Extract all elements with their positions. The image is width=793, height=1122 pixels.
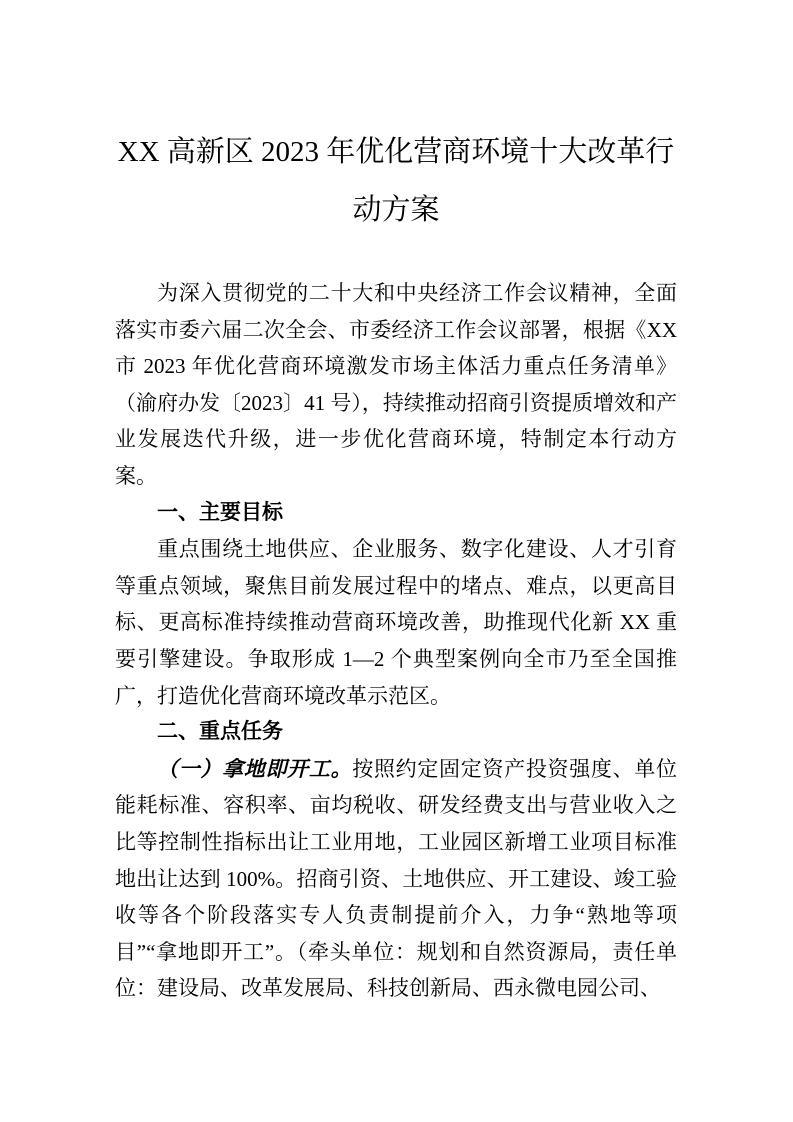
section-heading-main-goals: 一、主要目标 xyxy=(157,500,283,524)
document-title: XX 高新区 2023 年优化营商环境十大改革行动方案 xyxy=(117,136,675,226)
main-goals-paragraph: 重点围绕土地供应、企业服务、数字化建设、人才引育等重点领域，聚焦目前发展过程中的堵点、难点，以更高目标、更高标准持续推动营商环境改善，助推现代化新 XX 重要引擎建设。争取形成 1—2 个典型案例向全市乃至全国推广，打造优化营商环境改革示范区。 xyxy=(115,537,677,708)
section-heading-key-tasks: 二、重点任务 xyxy=(157,720,283,744)
task-1-paragraph xyxy=(115,751,677,1007)
task-1-lead: （一）拿地即开工。 xyxy=(157,756,353,781)
task-1-body: 按照约定固定资产投资强度、单位能耗标准、容积率、亩均税收、研发经费支出与营业收入之比等控制性指标出让工业用地，工业园区新增工业项目标准地出让达到 100%。招商引资、土地供应、开工建设、竣工验收等各个阶段落实专人负责制提前介入，力争“熟地等项目”“拿地即开工”。（牵头单位：规划和自然资源局，责任单位：建设局、改革发展局、科技创新局、西永微电园公司、 xyxy=(115,756,678,1001)
intro-paragraph: 为深入贯彻党的二十大和中央经济工作会议精神，全面落实市委六届二次全会、市委经济工作会议部署，根据《XX 市 2023 年优化营商环境激发市场主体活力重点任务清单》（渝府办发〔2023〕41 号），持续推动招商引资提质增效和产业发展迭代升级，进一步优化营商环境，特制定本行动方案。 xyxy=(115,281,677,488)
